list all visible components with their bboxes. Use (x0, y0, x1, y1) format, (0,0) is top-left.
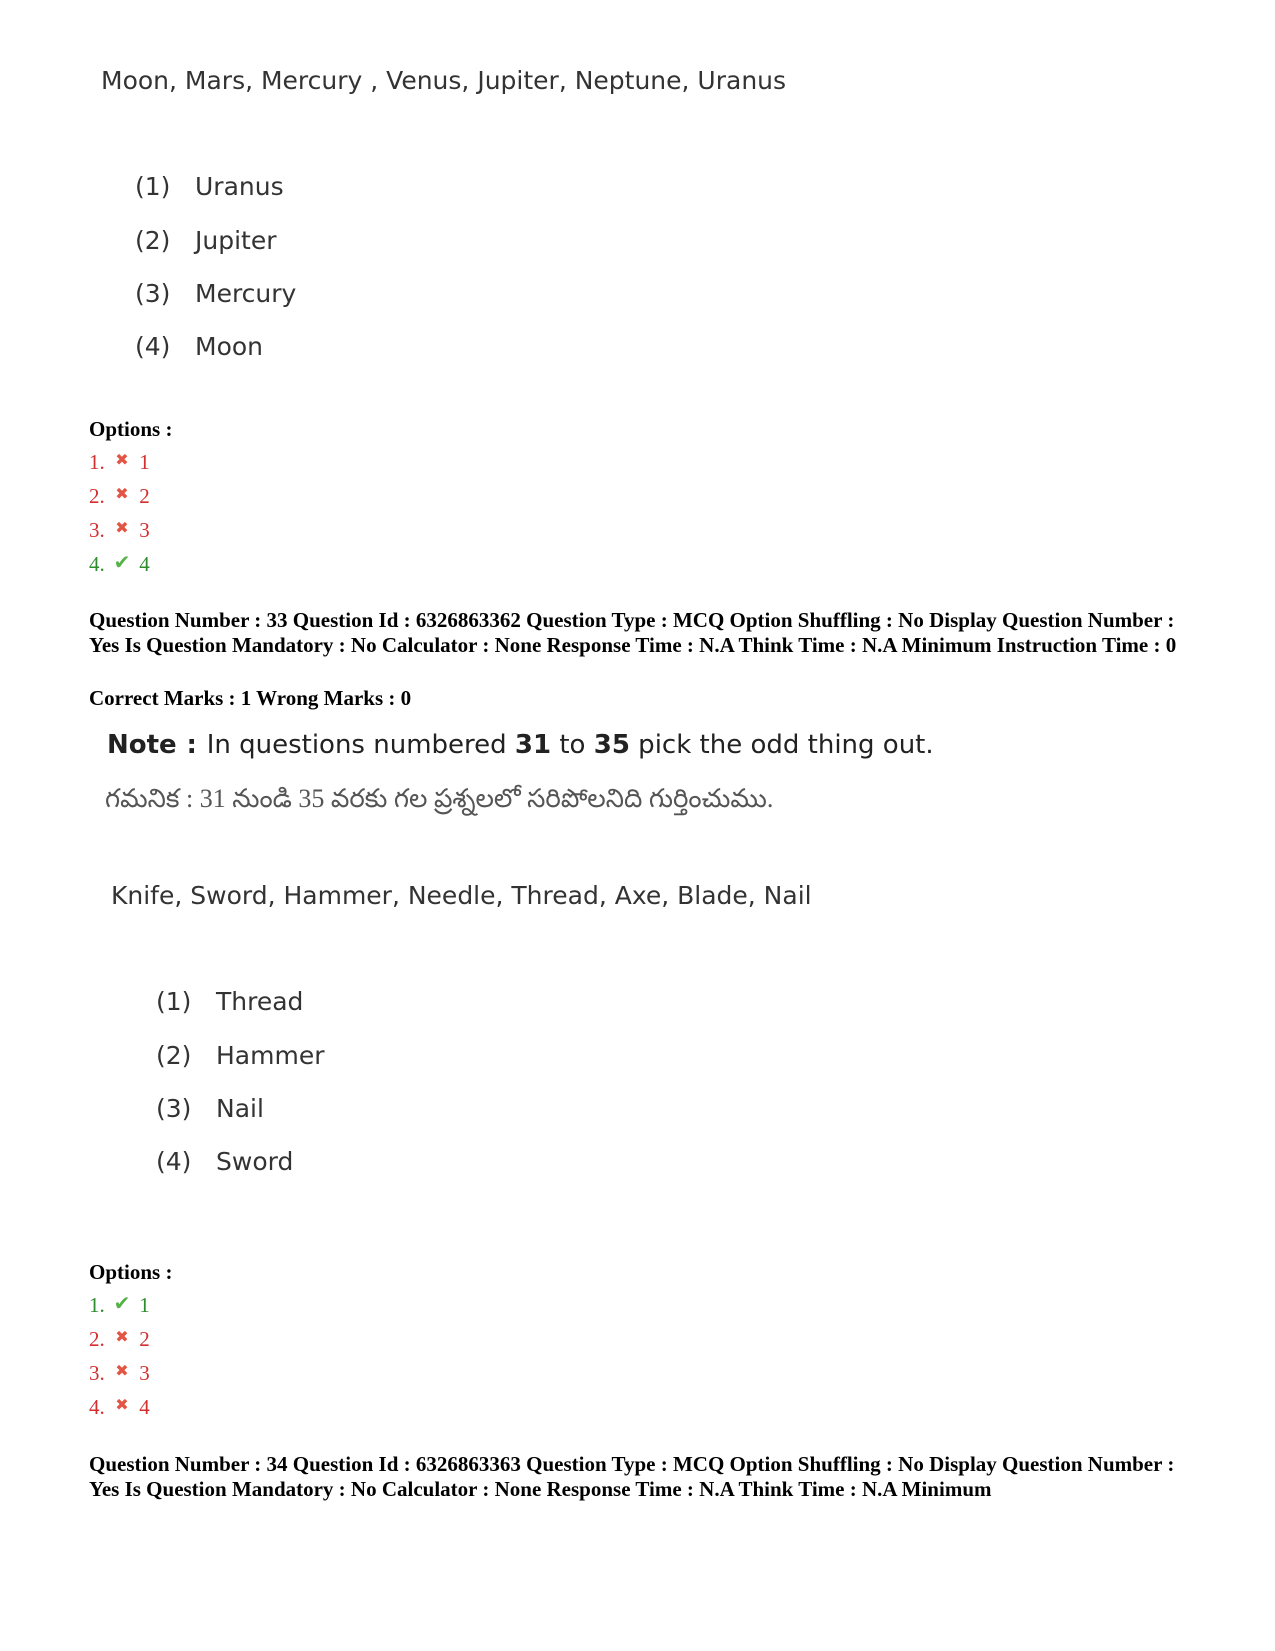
option-1 (89, 444, 150, 478)
choice-number: (2) (135, 226, 171, 255)
note-number: 31 (514, 730, 552, 760)
q32-choice-4 (135, 332, 263, 361)
choice-number: (3) (135, 279, 171, 308)
q33-choice-3 (156, 1094, 264, 1123)
cross-icon: ✖ (115, 1327, 129, 1346)
option-2 (89, 1321, 150, 1355)
checkmark-icon: ✔ (113, 550, 131, 574)
cross-icon: ✖ (115, 518, 129, 537)
option-value: 2 (139, 484, 150, 508)
choice-number: (1) (135, 172, 171, 201)
option-value: 3 (139, 518, 150, 542)
option-number: 4. (89, 552, 105, 576)
option-4 (89, 1389, 150, 1423)
option-4 (89, 546, 150, 580)
q33-choice-4 (156, 1147, 293, 1176)
q33-choice-1 (156, 987, 303, 1016)
option-number: 3. (89, 518, 105, 542)
option-2 (89, 478, 150, 512)
option-3 (89, 1355, 150, 1389)
q32-choice-3 (135, 279, 296, 308)
cross-icon: ✖ (115, 1395, 129, 1414)
q33-meta: Question Number : 33 Question Id : 6326863362 Question Type : MCQ Option Shuffling : No Display Question Number : Yes Is Question Mandatory : No Calculator : None Response Time : N.A Think Time : N.A Minimum Instruction Time : 0 (89, 608, 1177, 657)
option-number: 2. (89, 1327, 105, 1351)
choice-text: Uranus (195, 172, 284, 201)
q33-marks: Correct Marks : 1 Wrong Marks : 0 (89, 686, 412, 710)
option-value: 1 (139, 450, 150, 474)
choice-number: (2) (156, 1041, 192, 1070)
q32-options-list (89, 444, 150, 580)
choice-number: (3) (156, 1094, 192, 1123)
q33-note (107, 730, 934, 760)
choice-number: (4) (135, 332, 171, 361)
option-number: 4. (89, 1395, 105, 1419)
q32-word-list: Moon, Mars, Mercury , Venus, Jupiter, Neptune, Uranus (101, 66, 787, 95)
option-value: 3 (139, 1361, 150, 1385)
choice-text: Mercury (195, 279, 297, 308)
cross-icon: ✖ (115, 1361, 129, 1380)
q33-word-list: Knife, Sword, Hammer, Needle, Thread, Axe, Blade, Nail (111, 881, 812, 910)
option-number: 3. (89, 1361, 105, 1385)
note-label: Note (107, 730, 177, 760)
cross-icon: ✖ (115, 484, 129, 503)
choice-text: Jupiter (195, 226, 277, 255)
choice-text: Sword (216, 1147, 294, 1176)
q33-options-label: Options : (89, 1260, 173, 1284)
note-colon: : (186, 730, 197, 760)
note-text: to (551, 730, 594, 760)
q32-choice-1 (135, 172, 284, 201)
choice-number: (4) (156, 1147, 192, 1176)
choice-text: Thread (216, 987, 304, 1016)
option-value: 1 (139, 1293, 150, 1317)
note-number: 35 (593, 730, 630, 760)
note-text: In questions numbered (206, 730, 515, 760)
q32-choice-2 (135, 226, 277, 255)
option-value: 4 (139, 552, 150, 576)
note-text: pick the odd thing out. (629, 730, 934, 760)
option-value: 4 (139, 1395, 150, 1419)
q33-telugu-note: గమనిక : 31 నుండి 35 వరకు గల ప్రశ్నలలో సరిపోలనిది గుర్తించుము. (105, 784, 774, 813)
choice-text: Moon (195, 332, 264, 361)
choice-number: (1) (156, 987, 192, 1016)
option-number: 1. (89, 1293, 105, 1317)
option-value: 2 (139, 1327, 150, 1351)
option-1 (89, 1287, 150, 1321)
q33-options-list (89, 1287, 150, 1423)
q34-meta: Question Number : 34 Question Id : 6326863363 Question Type : MCQ Option Shuffling : No Display Question Number : Yes Is Question Mandatory : No Calculator : None Response Time : N.A Think Time : N.A Minimum (89, 1452, 1175, 1501)
q32-options-label: Options : (89, 417, 173, 441)
option-number: 1. (89, 450, 105, 474)
cross-icon: ✖ (115, 450, 129, 469)
option-number: 2. (89, 484, 105, 508)
q33-choice-2 (156, 1041, 324, 1070)
choice-text: Hammer (216, 1041, 325, 1070)
checkmark-icon: ✔ (113, 1291, 131, 1315)
choice-text: Nail (216, 1094, 264, 1123)
option-3 (89, 512, 150, 546)
